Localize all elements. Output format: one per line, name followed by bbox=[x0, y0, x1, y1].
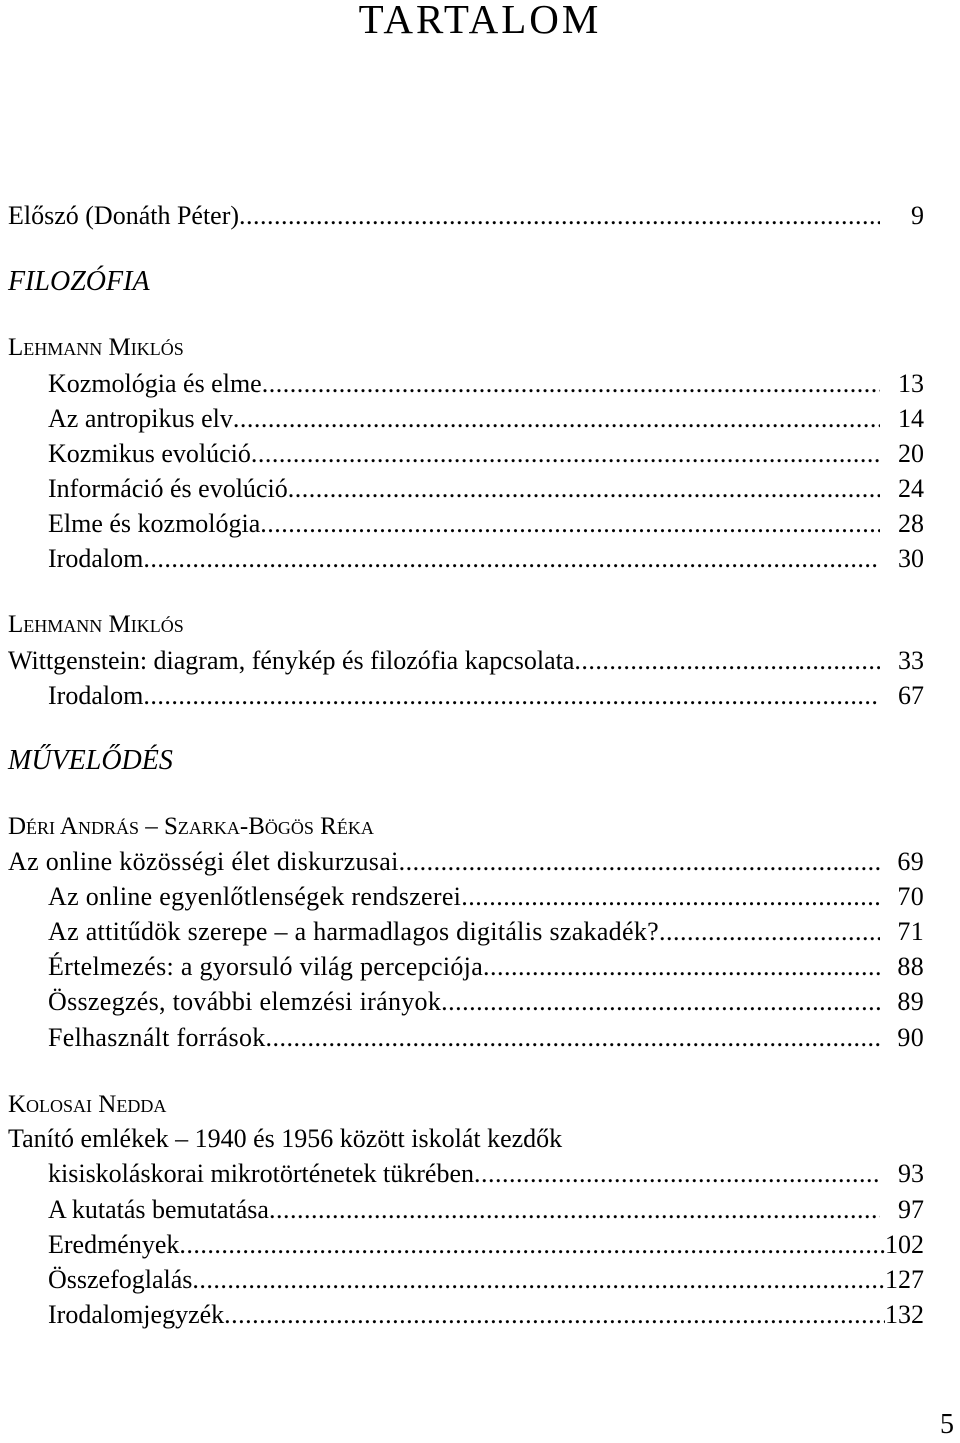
toc-entry-page: 30 bbox=[898, 544, 924, 573]
toc-entry-page: 132 bbox=[885, 1300, 924, 1329]
toc-entry-page: 102 bbox=[885, 1230, 924, 1259]
toc-entry-title: Kozmológia és elme bbox=[48, 369, 262, 398]
toc-entry[interactable] bbox=[48, 678, 924, 714]
toc-entry-page: 20 bbox=[898, 439, 924, 468]
leader-dots bbox=[266, 1020, 880, 1056]
toc-entry-title: Irodalom bbox=[48, 681, 144, 710]
toc-entry[interactable] bbox=[48, 949, 924, 985]
leader-dots bbox=[659, 914, 880, 950]
toc-entry[interactable] bbox=[48, 984, 924, 1020]
leader-dots bbox=[461, 879, 880, 915]
toc-entry-title: Értelmezés: a gyorsuló világ percepciója bbox=[48, 952, 484, 981]
leader-dots bbox=[224, 1297, 885, 1333]
leader-dots bbox=[251, 436, 880, 472]
toc-entry-title: Az antropikus elv bbox=[48, 404, 233, 433]
toc-entry-heading[interactable]: Tanító emlékek – 1940 és 1956 között iskolát kezdők bbox=[8, 1124, 563, 1153]
toc-entry-page: 97 bbox=[898, 1195, 924, 1224]
toc-entry[interactable] bbox=[48, 401, 924, 437]
toc-entry-title: A kutatás bemutatása bbox=[48, 1195, 269, 1224]
toc-entry[interactable] bbox=[48, 1192, 924, 1228]
toc-entry-page: 71 bbox=[897, 917, 924, 946]
leader-dots bbox=[399, 844, 880, 880]
toc-entry[interactable] bbox=[48, 506, 924, 542]
toc-entry-page: 127 bbox=[885, 1265, 924, 1294]
toc-entry-title: Eredmények bbox=[48, 1230, 180, 1259]
leader-dots bbox=[441, 984, 880, 1020]
toc-entry-title: Összefoglalás bbox=[48, 1265, 193, 1294]
toc-entry-title: Kozmikus evolúció bbox=[48, 439, 251, 468]
section-heading: FILOZÓFIA bbox=[8, 266, 150, 297]
leader-dots bbox=[143, 678, 880, 714]
leader-dots bbox=[262, 366, 880, 402]
toc-entry-page: 89 bbox=[897, 987, 924, 1016]
toc-entry-page: 13 bbox=[898, 369, 924, 398]
page-title: TARTALOM bbox=[358, 0, 602, 42]
toc-entry[interactable] bbox=[48, 366, 924, 402]
toc-entry[interactable] bbox=[48, 914, 924, 950]
toc-entry[interactable] bbox=[48, 1227, 924, 1263]
toc-entry[interactable] bbox=[8, 643, 924, 679]
author-name: Kolosai Nedda bbox=[8, 1091, 167, 1118]
toc-entry-page: 24 bbox=[898, 474, 924, 503]
toc-entry-page: 67 bbox=[898, 681, 924, 710]
page-number: 5 bbox=[940, 1409, 954, 1440]
leader-dots bbox=[192, 1262, 885, 1298]
toc-entry[interactable] bbox=[8, 844, 924, 880]
leader-dots bbox=[269, 1192, 880, 1228]
toc-entry-title: Az online egyenlőtlenségek rendszerei bbox=[48, 882, 462, 911]
toc-entry-page: 70 bbox=[897, 882, 924, 911]
toc-entry[interactable] bbox=[48, 879, 924, 915]
toc-entry-page: 28 bbox=[898, 509, 924, 538]
toc-entry-page: 9 bbox=[911, 201, 924, 230]
toc-entry-title: Felhasznált források bbox=[48, 1023, 266, 1052]
toc-entry-page: 14 bbox=[898, 404, 924, 433]
section-heading: MŰVELŐDÉS bbox=[8, 745, 173, 776]
toc-entry-page: 33 bbox=[898, 646, 924, 675]
leader-dots bbox=[143, 541, 880, 577]
toc-entry-title: kisiskoláskorai mikrotörténetek tükrében bbox=[48, 1159, 475, 1188]
leader-dots bbox=[288, 471, 880, 507]
toc-entry-page: 69 bbox=[897, 847, 924, 876]
toc-entry-title: Összegzés, további elemzési irányok bbox=[48, 987, 442, 1016]
toc-entry-page: 93 bbox=[898, 1159, 924, 1188]
toc-entry[interactable] bbox=[48, 1297, 924, 1333]
toc-entry-page: 88 bbox=[897, 952, 924, 981]
leader-dots bbox=[474, 1156, 880, 1192]
leader-dots bbox=[233, 401, 880, 437]
toc-entry-title: Irodalomjegyzék bbox=[48, 1300, 225, 1329]
toc-entry[interactable] bbox=[48, 1156, 924, 1192]
leader-dots bbox=[483, 949, 880, 985]
toc-entry-foreword[interactable] bbox=[8, 198, 924, 234]
leader-dots bbox=[260, 506, 880, 542]
toc-entry-title: Az online közösségi élet diskurzusai bbox=[8, 847, 399, 876]
toc-entry[interactable] bbox=[48, 471, 924, 507]
toc-entry[interactable] bbox=[48, 1020, 924, 1056]
toc-entry[interactable] bbox=[48, 436, 924, 472]
toc-entry-title: Wittgenstein: diagram, fénykép és filozófia kapcsolata bbox=[8, 646, 575, 675]
toc-entry[interactable] bbox=[48, 541, 924, 577]
toc-entry-title: Előszó (Donáth Péter) bbox=[8, 201, 240, 230]
author-name: Déri András – Szarka-Bögös Réka bbox=[8, 813, 374, 840]
toc-entry-page: 90 bbox=[897, 1023, 924, 1052]
leader-dots bbox=[179, 1227, 885, 1263]
toc-entry-title: Elme és kozmológia bbox=[48, 509, 261, 538]
toc-entry-title: Információ és evolúció bbox=[48, 474, 288, 503]
author-name: Lehmann Miklós bbox=[8, 611, 184, 638]
toc-entry-title: Az attitűdök szerepe – a harmadlagos digitális szakadék? bbox=[48, 917, 659, 946]
toc-entry[interactable] bbox=[48, 1262, 924, 1298]
leader-dots bbox=[239, 198, 880, 234]
leader-dots bbox=[574, 643, 880, 679]
toc-entry-title: Irodalom bbox=[48, 544, 144, 573]
author-name: Lehmann Miklós bbox=[8, 334, 184, 361]
